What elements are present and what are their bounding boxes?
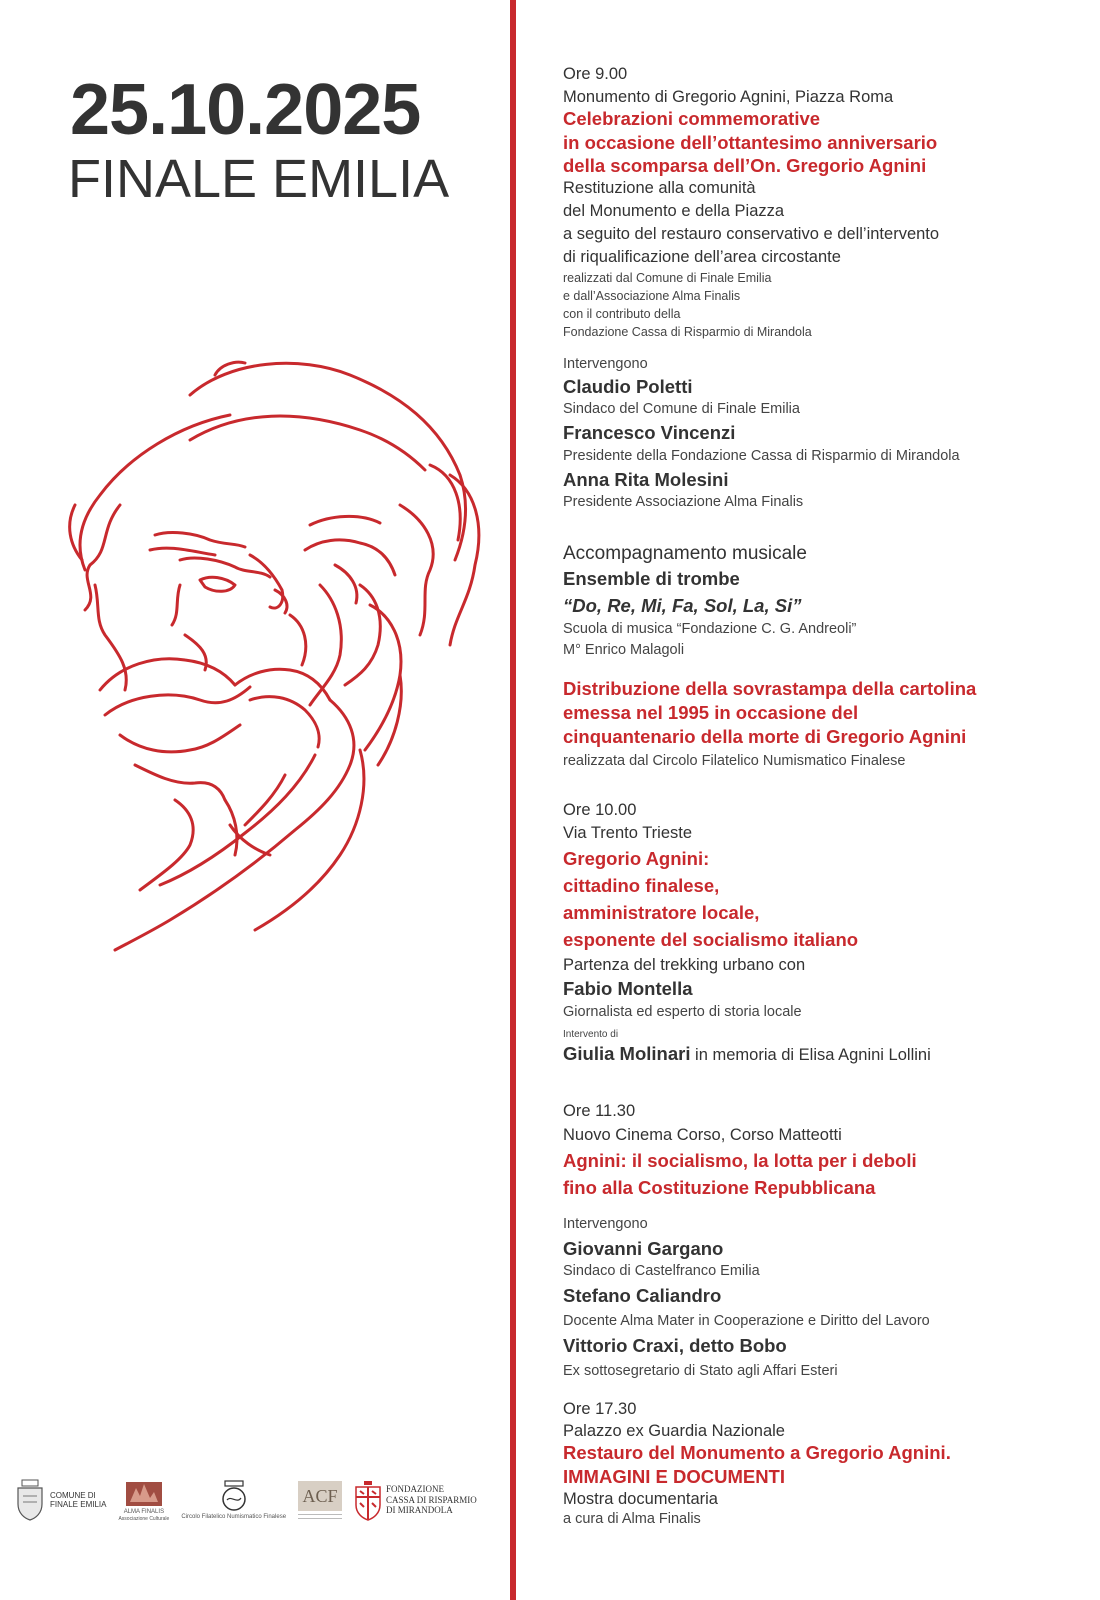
event1-place: Monumento di Gregorio Agnini, Piazza Roma [563,88,894,106]
event3-time: Ore 11.30 [563,1102,636,1120]
event1-speakers-label: Intervengono [563,356,648,372]
event1-speaker3-name: Anna Rita Molesini [563,469,729,490]
event1-credit-line2: e dall’Associazione Alma Finalis [563,289,741,303]
circolo-logo [181,1480,286,1520]
event1-time: Ore 9.00 [563,65,628,83]
event-city: FINALE EMILIA [68,149,450,209]
comune-logo-line1: COMUNE DI [50,1490,96,1500]
event1-speaker2-name: Francesco Vincenzi [563,422,736,443]
left-column [0,0,505,1600]
event2-speaker-role: Giornalista ed esperto di storia locale [563,1004,802,1020]
event2-title-line4: esponente del socialismo italiano [563,929,859,950]
event3-title-line1: Agnini: il socialismo, la lotta per i deboli [563,1150,917,1171]
fondazione-logo [354,1479,477,1521]
event2-intervention-label: Intervento di [563,1029,619,1040]
event1-desc-line4: di riqualificazione dell’area circostante [563,248,841,266]
comune-logo-line2: FINALE EMILIA [50,1500,107,1509]
event1-credit-line3: con il contributo della [563,307,681,321]
event2-intervention-name: Giulia Molinari [563,1043,691,1064]
event4-desc-line1: Mostra documentaria [563,1490,718,1508]
event1-title-line1: Celebrazioni commemorative [563,108,821,129]
event4-desc-line2: a cura di Alma Finalis [563,1511,701,1527]
fondazione-line1: FONDAZIONE [386,1484,445,1495]
red-divider [510,0,516,1600]
event2-desc: Partenza del trekking urbano con [563,956,806,974]
event3-speaker2-role: Docente Alma Mater in Cooperazione e Diritto del Lavoro [563,1313,930,1329]
acf-logo-mark: ACF [298,1481,342,1511]
event2-title-line1: Gregorio Agnini: [563,848,710,869]
portrait-sketch-icon [60,355,490,975]
event1-desc-line3: a seguito del restauro conservativo e dell’intervento [563,225,940,243]
event1-speaker2-role: Presidente della Fondazione Cassa di Risparmio di Mirandola [563,448,960,464]
event2-place: Via Trento Trieste [563,824,693,842]
acf-logo [298,1481,342,1519]
event3-speaker1-name: Giovanni Gargano [563,1238,724,1259]
event2-title-line3: amministratore locale, [563,902,760,923]
music-title: “Do, Re, Mi, Fa, Sol, La, Si” [563,595,802,616]
event1-speaker1-name: Claudio Poletti [563,376,693,397]
event2-title-line2: cittadino finalese, [563,875,720,896]
event4-title-line2: IMMAGINI E DOCUMENTI [563,1466,785,1487]
alma-finalis-text: ALMA FINALIS [123,1509,165,1515]
program-column [563,0,1093,1600]
alma-finalis-sub: Associazione Culturale [118,1516,170,1522]
coat-of-arms-icon [14,1478,46,1522]
postcard-line3: cinquantenario della morte di Gregorio Agnini [563,726,967,747]
event4-place: Palazzo ex Guardia Nazionale [563,1422,785,1440]
event3-speakers-label: Intervengono [563,1216,648,1232]
event2-speaker-name: Fabio Montella [563,978,693,999]
event1-desc-line2: del Monumento e della Piazza [563,202,785,220]
music-maestro: M° Enrico Malagoli [563,642,685,658]
alma-finalis-logo [118,1478,169,1522]
postcard-line1: Distribuzione della sovrastampa della cartolina [563,678,977,699]
music-school: Scuola di musica “Fondazione C. G. Andreoli” [563,621,857,637]
event2-intervention-rest: in memoria di Elisa Agnini Lollini [690,1046,931,1064]
comune-logo [14,1478,106,1522]
event1-title-line2: in occasione dell’ottantesimo anniversario [563,132,938,153]
alma-finalis-icon [124,1478,164,1508]
event4-time: Ore 17.30 [563,1400,637,1418]
event1-speaker1-role: Sindaco del Comune di Finale Emilia [563,401,800,417]
fondazione-line2: CASSA DI RISPARMIO [386,1494,477,1505]
event2-time: Ore 10.00 [563,801,637,819]
postcard-line2: emessa nel 1995 in occasione del [563,702,859,723]
event3-place: Nuovo Cinema Corso, Corso Matteotti [563,1126,842,1144]
event4-title-line1: Restauro del Monumento a Gregorio Agnini. [563,1442,951,1463]
event1-speaker3-role: Presidente Associazione Alma Finalis [563,494,804,510]
event3-title-line2: fino alla Costituzione Repubblicana [563,1177,876,1198]
event2-intervention [563,1045,931,1064]
fondazione-crest-icon [354,1479,382,1521]
event3-speaker3-role: Ex sottosegretario di Stato agli Affari Esteri [563,1363,838,1379]
fondazione-line3: DI MIRANDOLA [386,1505,453,1516]
sponsor-logos [14,1470,509,1530]
circolo-icon [219,1480,249,1512]
music-label: Accompagnamento musicale [563,543,807,564]
event1-credit-line1: realizzati dal Comune di Finale Emilia [563,271,772,285]
circolo-text: Circolo Filatelico Numismatico Finalese [181,1514,287,1520]
event3-speaker2-name: Stefano Caliandro [563,1285,722,1306]
event1-title-line3: della scomparsa dell’On. Gregorio Agnini [563,155,927,176]
postcard-credit: realizzata dal Circolo Filatelico Numismatico Finalese [563,753,906,769]
event3-speaker1-role: Sindaco di Castelfranco Emilia [563,1263,760,1279]
event1-credit-line4: Fondazione Cassa di Risparmio di Mirandola [563,325,812,339]
event1-desc-line1: Restituzione alla comunità [563,179,756,197]
music-ensemble: Ensemble di trombe [563,568,740,589]
event-date: 25.10.2025 [70,70,421,150]
event3-speaker3-name: Vittorio Craxi, detto Bobo [563,1335,787,1356]
